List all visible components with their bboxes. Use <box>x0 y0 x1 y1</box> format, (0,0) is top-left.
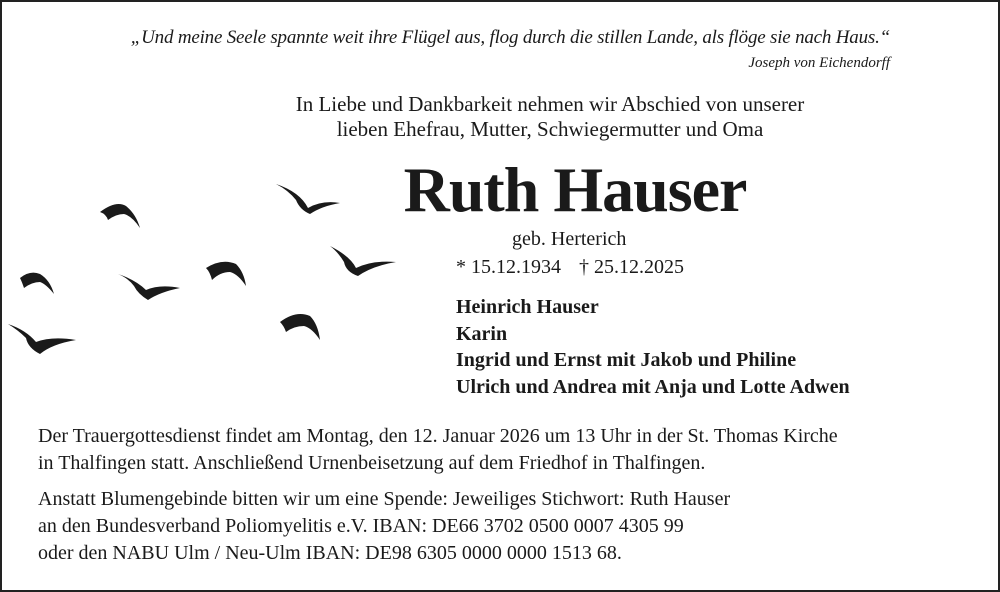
family-member: Ingrid und Ernst mit Jakob und Philine <box>456 349 797 371</box>
intro-line: In Liebe und Dankbarkeit nehmen wir Abschied von unserer <box>295 92 805 116</box>
intro-text <box>240 92 860 142</box>
donation-line: Anstatt Blumengebinde bitten wir um eine Spende: Jeweiliges Stichwort: Ruth Hauser <box>38 488 731 510</box>
bird-icon <box>8 324 76 354</box>
bird-icon <box>118 274 180 300</box>
donation-line: an den Bundesverband Poliomyelitis e.V. IBAN: DE66 3702 0500 0007 4305 99 <box>38 515 684 537</box>
deceased-name: Ruth Hauser <box>403 154 747 225</box>
death-date: † 25.12.2025 <box>579 256 684 278</box>
family-list <box>456 294 850 400</box>
bird-icon <box>276 184 340 214</box>
flying-birds-icon <box>0 170 420 370</box>
family-member: Karin <box>456 322 508 345</box>
quote-author: Joseph von Eichendorff <box>748 55 890 71</box>
intro-line: lieben Ehefrau, Mutter, Schwiegermutter und Oma <box>336 117 764 141</box>
service-info <box>38 423 838 477</box>
donation-line: oder den NABU Ulm / Neu-Ulm IBAN: DE98 6305 0000 0000 1513 68. <box>38 542 622 564</box>
service-line: Der Trauergottesdienst findet am Montag, den 12. Januar 2026 um 13 Uhr in der St. Thomas Kirche <box>38 425 838 447</box>
bird-icon <box>206 262 246 286</box>
family-member: Heinrich Hauser <box>456 296 599 318</box>
donation-info <box>38 486 730 567</box>
birth-date: * 15.12.1934 <box>456 256 561 278</box>
bird-icon <box>330 246 396 276</box>
maiden-name: geb. Herterich <box>512 228 627 250</box>
bird-icon <box>20 273 54 294</box>
family-member: Ulrich und Andrea mit Anja und Lotte Adwen <box>456 375 850 398</box>
service-line: in Thalfingen statt. Anschließend Urnenbeisetzung auf dem Friedhof in Thalfingen. <box>38 452 706 474</box>
bird-icon <box>280 314 320 340</box>
quote-text: „Und meine Seele spannte weit ihre Flügel aus, flog durch die stillen Lande, als flöge sie nach Haus.“ <box>130 27 890 48</box>
life-dates <box>456 256 702 279</box>
bird-icon <box>100 204 140 228</box>
